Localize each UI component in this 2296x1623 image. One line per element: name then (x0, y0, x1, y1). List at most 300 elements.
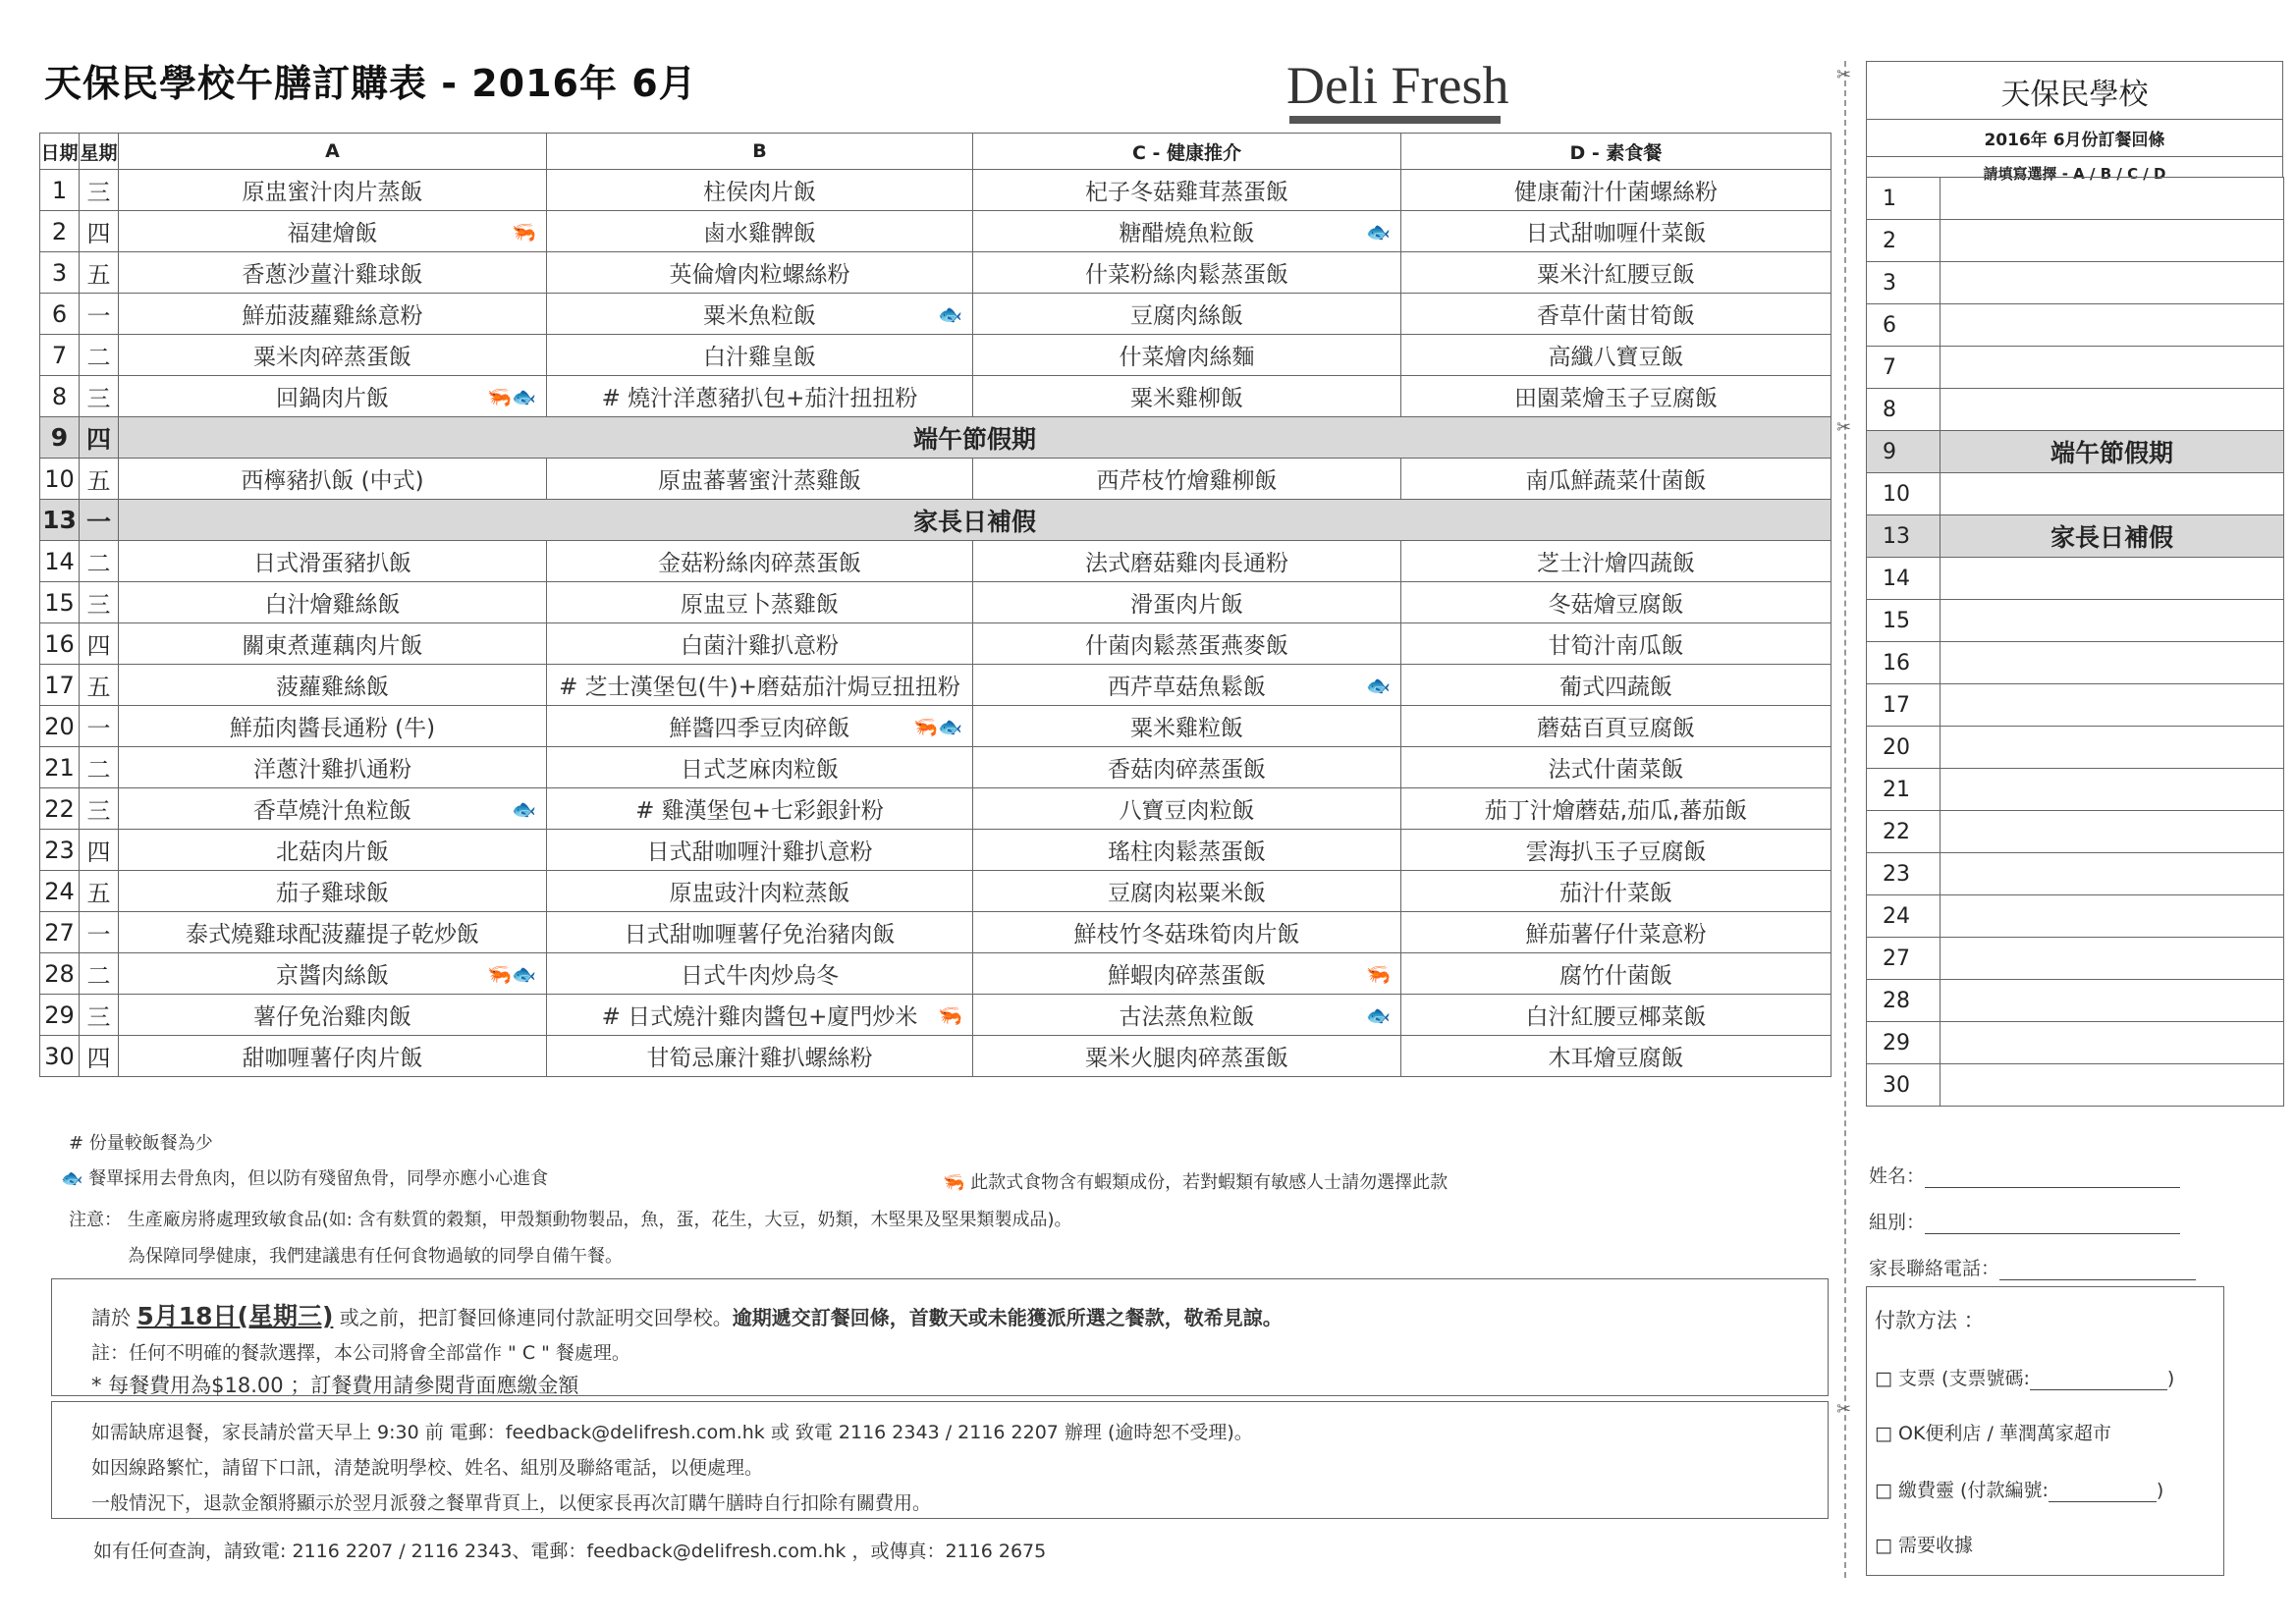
cell-b-text: 日式芝麻肉粒飯 (681, 757, 839, 783)
cell-weekday (80, 459, 119, 500)
slip-choice-input[interactable] (1941, 473, 2284, 515)
cell-weekday (80, 953, 119, 995)
cell-a (119, 995, 547, 1036)
menu-table (39, 133, 1831, 1077)
cell-a-text: 甜咖喱薯仔肉片飯 (242, 1046, 423, 1071)
slip-day: 7 (1867, 347, 1941, 389)
cell-date-text: 6 (51, 299, 68, 328)
cell-d (1401, 335, 1831, 376)
cell-d (1401, 788, 1831, 830)
cell-a (119, 953, 547, 995)
cell-b-text: # 燒汁洋蔥豬扒包+茄汁扭扭粉 (601, 386, 918, 411)
cell-a-text: 鮮茄肉醬長通粉 (牛) (229, 716, 436, 741)
cell-a-text: 白汁燴雞絲飯 (264, 592, 401, 618)
menu-row (40, 830, 1831, 871)
cell-b (547, 170, 973, 211)
cell-a (119, 335, 547, 376)
payment-receipt[interactable]: □ 需要收據 (1875, 1535, 1973, 1556)
allergen-icon: 🐟 (1366, 1002, 1391, 1027)
cell-date-text: 13 (42, 506, 77, 534)
deadline-date: 5月18日(星期三) (137, 1302, 334, 1330)
slip-row (1867, 727, 2284, 769)
cell-a (119, 211, 547, 252)
cell-date (40, 995, 80, 1036)
cell-c-text: 粟米雞粒飯 (1130, 716, 1243, 741)
cell-a-text: 北菇肉片飯 (276, 839, 389, 865)
cell-a (119, 459, 547, 500)
cell-d-text: 南瓜鮮蔬菜什菌飯 (1525, 468, 1707, 494)
note-fish (61, 1164, 548, 1190)
slip-day: 2 (1867, 220, 1941, 262)
cell-b (547, 665, 973, 706)
cell-c (973, 912, 1401, 953)
cell-weekday (80, 582, 119, 623)
cell-a-text: 鮮茄菠蘿雞絲意粉 (242, 303, 423, 329)
name-label: 姓名： (1869, 1165, 1926, 1187)
cell-d-text: 木耳燴豆腐飯 (1548, 1046, 1684, 1071)
cell-b (547, 788, 973, 830)
cell-a-text: 福建燴飯 (287, 221, 378, 246)
cell-date-text: 3 (51, 258, 68, 287)
slip-choice-input[interactable] (1941, 600, 2284, 642)
menu-row (40, 541, 1831, 582)
slip-choice-input[interactable] (1941, 304, 2284, 347)
slip-row (1867, 684, 2284, 727)
cell-date (40, 953, 80, 995)
slip-row (1867, 600, 2284, 642)
cell-a (119, 294, 547, 335)
deadline-warning: 逾期遞交訂餐回條，首數天或未能獲派所選之餐款，敬希見諒。 (732, 1306, 1283, 1329)
cell-b (547, 871, 973, 912)
cell-c (973, 747, 1401, 788)
menu-row (40, 912, 1831, 953)
cell-a (119, 252, 547, 294)
slip-day: 24 (1867, 895, 1941, 938)
slip-header (1866, 61, 2283, 183)
slip-day: 9 (1867, 431, 1941, 473)
menu-row (40, 1036, 1831, 1077)
menu-row (40, 417, 1831, 459)
deadline-pre: 請於 (91, 1306, 131, 1329)
cell-a (119, 582, 547, 623)
scissors-icon: ✂ (1836, 417, 1852, 438)
slip-holiday: 端午節假期 (1941, 431, 2284, 473)
cell-d-text: 鮮茄薯仔什菜意粉 (1525, 922, 1707, 947)
cell-weekday-text: 四 (85, 424, 111, 454)
deadline-post: 或之前，把訂餐回條連同付款証明交回學校。 (339, 1306, 733, 1329)
refund-line-3: 一般情況下，退款金額將顯示於翌月派發之餐單背頁上，以便家長再次訂購午膳時自行扣除有關費用。 (91, 1492, 932, 1514)
cell-b (547, 912, 973, 953)
cell-a (119, 788, 547, 830)
cell-weekday-text: 三 (86, 179, 111, 206)
cell-a (119, 665, 547, 706)
slip-day: 21 (1867, 769, 1941, 811)
cell-d (1401, 912, 1831, 953)
cell-weekday (80, 335, 119, 376)
cell-a-text: 粟米肉碎蒸蛋飯 (253, 345, 411, 370)
slip-choice-input[interactable] (1941, 389, 2284, 431)
slip-day: 29 (1867, 1022, 1941, 1064)
allergen-icon: 🐟 (938, 301, 962, 326)
slip-choice-input[interactable] (1941, 811, 2284, 853)
cell-d (1401, 995, 1831, 1036)
cell-c (973, 1036, 1401, 1077)
cell-weekday (80, 995, 119, 1036)
cell-b-text: 原盅豉汁肉粒蒸飯 (669, 881, 850, 906)
menu-row (40, 252, 1831, 294)
cell-c-text: 滑蛋肉片飯 (1130, 592, 1243, 618)
col-header-c: C - 健康推介 (973, 134, 1401, 170)
cell-d (1401, 623, 1831, 665)
cell-weekday (80, 706, 119, 747)
cell-d (1401, 747, 1831, 788)
payment-ppsg-label: □ 繳費靈 (付款編號: (1875, 1480, 2049, 1501)
cell-c (973, 665, 1401, 706)
scissors-icon: ✂ (1836, 65, 1852, 85)
cell-holiday (119, 500, 1831, 541)
slip-choice-input[interactable] (1941, 262, 2284, 304)
cell-b-text: # 雞漢堡包+七彩銀針粉 (635, 798, 884, 824)
slip-choice-input[interactable] (1941, 895, 2284, 938)
cell-weekday-text: 四 (86, 1045, 111, 1072)
cell-weekday (80, 252, 119, 294)
cell-b-text: 原盅蕃薯蜜汁蒸雞飯 (658, 468, 861, 494)
cell-weekday (80, 788, 119, 830)
cell-d (1401, 953, 1831, 995)
slip-day: 16 (1867, 642, 1941, 684)
cell-weekday-text: 五 (86, 674, 111, 701)
brand-underline (1289, 116, 1501, 124)
payment-store[interactable]: □ OK便利店 / 華潤萬家超市 (1875, 1423, 2111, 1444)
note-shrimp-text: 此款式食物含有蝦類成份，若對蝦類有敏感人士請勿選擇此款 (970, 1172, 1449, 1193)
slip-choice-input[interactable] (1941, 853, 2284, 895)
cell-d-text: 雲海扒玉子豆腐飯 (1525, 839, 1707, 865)
slip-row (1867, 1064, 2284, 1107)
cell-c (973, 953, 1401, 995)
cell-d-text: 腐竹什菌飯 (1559, 963, 1672, 989)
slip-day: 13 (1867, 515, 1941, 558)
slip-day: 3 (1867, 262, 1941, 304)
shrimp-icon: 🦐 (943, 1172, 965, 1193)
note-fish-text: 餐單採用去骨魚肉，但以防有殘留魚骨，同學亦應小心進食 (88, 1168, 549, 1189)
cell-holiday-text: 家長日補假 (912, 507, 1036, 536)
cell-date-text: 28 (44, 959, 75, 988)
cell-a-text: 京醬肉絲飯 (276, 963, 389, 989)
cell-weekday (80, 500, 119, 541)
cell-weekday-text: 二 (86, 756, 111, 784)
cell-b-text: 白汁雞皇飯 (703, 345, 816, 370)
cell-date (40, 623, 80, 665)
menu-row (40, 582, 1831, 623)
cell-c-text: 豆腐肉絲飯 (1130, 303, 1243, 329)
cell-a-text: 香蔥沙薑汁雞球飯 (242, 262, 423, 288)
cell-a (119, 871, 547, 912)
cell-date-text: 24 (44, 877, 75, 905)
slip-row (1867, 642, 2284, 684)
cell-a (119, 623, 547, 665)
cell-a (119, 912, 547, 953)
cell-weekday (80, 747, 119, 788)
cell-c-text: 西芹草菇魚鬆飯 (1108, 675, 1266, 700)
cell-a-text: 關東煮蓮藕肉片飯 (242, 633, 423, 659)
cell-b (547, 376, 973, 417)
cell-weekday (80, 294, 119, 335)
cell-d (1401, 541, 1831, 582)
cell-date-text: 22 (44, 794, 75, 823)
slip-row (1867, 811, 2284, 853)
slip-row (1867, 769, 2284, 811)
allergen-icon: 🦐🐟 (913, 714, 962, 738)
cell-d (1401, 170, 1831, 211)
cell-weekday-text: 五 (86, 261, 111, 289)
cell-a (119, 376, 547, 417)
allergen-icon: 🐟 (512, 796, 536, 821)
cell-date (40, 294, 80, 335)
cell-b-text: 日式甜咖喱薯仔免治豬肉飯 (624, 922, 896, 947)
cell-date (40, 376, 80, 417)
cell-d-text: 香草什菌甘筍飯 (1537, 303, 1695, 329)
cell-d-text: 芝士汁燴四蔬飯 (1537, 551, 1695, 576)
payment-ppsg[interactable]: □ 繳費靈 (付款編號: ) (1875, 1480, 2164, 1501)
slip-day: 20 (1867, 727, 1941, 769)
cell-d (1401, 830, 1831, 871)
cell-date (40, 788, 80, 830)
cell-c-text: 杞子冬菇雞茸蒸蛋飯 (1085, 180, 1288, 205)
menu-row (40, 376, 1831, 417)
cell-weekday-text: 一 (86, 715, 111, 742)
allergen-icon: 🦐 (938, 1002, 962, 1027)
cell-date (40, 582, 80, 623)
cell-d (1401, 1036, 1831, 1077)
brand-logo: Deli Fresh (1286, 56, 1509, 115)
cell-weekday (80, 541, 119, 582)
menu-row (40, 788, 1831, 830)
cut-line (1844, 61, 1846, 1578)
cell-b (547, 541, 973, 582)
cell-c-text: 糖醋燒魚粒飯 (1119, 221, 1255, 246)
cell-c (973, 788, 1401, 830)
slip-choice-input[interactable] (1941, 642, 2284, 684)
cell-d-text: 田園菜燴玉子豆腐飯 (1514, 386, 1718, 411)
cell-d (1401, 376, 1831, 417)
cell-weekday-text: 一 (86, 302, 111, 330)
cell-d (1401, 294, 1831, 335)
cell-a-text: 菠蘿雞絲飯 (276, 675, 389, 700)
cell-c-text: 古法蒸魚粒飯 (1119, 1004, 1255, 1030)
col-header-b: B (547, 134, 973, 170)
scissors-icon: ✂ (1836, 1399, 1852, 1420)
cell-d-text: 法式什菌菜飯 (1548, 757, 1684, 783)
col-header-weekday: 星期 (80, 134, 119, 170)
allergen-icon: 🦐 (1366, 961, 1391, 986)
phone-label: 家長聯絡電話： (1869, 1258, 2000, 1279)
note-allergen: 注意： 生產廠房將處理致敏食品(如: 含有麩質的穀類，甲殼類動物製品，魚，蛋，花生，大豆，奶類，木堅果及堅果類製成品)。 (69, 1210, 1072, 1230)
cell-a-text: 茄子雞球飯 (276, 881, 389, 906)
cell-weekday (80, 871, 119, 912)
cell-c (973, 335, 1401, 376)
cell-date (40, 665, 80, 706)
slip-row (1867, 853, 2284, 895)
cell-date (40, 541, 80, 582)
cell-weekday (80, 665, 119, 706)
cell-weekday (80, 912, 119, 953)
cell-date-text: 29 (44, 1001, 75, 1029)
cell-b-text: 日式牛肉炒烏冬 (681, 963, 839, 989)
cell-date (40, 706, 80, 747)
cell-d-text: 茄丁汁燴蘑菇,茄瓜,蕃茄飯 (1484, 798, 1748, 824)
refund-box (51, 1401, 1829, 1519)
cell-date-text: 17 (44, 671, 75, 699)
cell-date-text: 16 (44, 629, 75, 658)
allergen-icon: 🦐🐟 (487, 384, 536, 408)
cell-c-text: 鮮蝦肉碎蒸蛋飯 (1108, 963, 1266, 989)
cell-weekday (80, 623, 119, 665)
menu-row (40, 211, 1831, 252)
cell-date-text: 2 (51, 217, 68, 245)
menu-row (40, 459, 1831, 500)
menu-row (40, 995, 1831, 1036)
slip-table (1866, 177, 2284, 1107)
cell-b (547, 953, 973, 995)
slip-row (1867, 558, 2284, 600)
cell-c (973, 252, 1401, 294)
cell-date-text: 9 (50, 423, 69, 452)
menu-row (40, 706, 1831, 747)
cell-date (40, 170, 80, 211)
menu-row (40, 953, 1831, 995)
slip-choice-input[interactable] (1941, 938, 2284, 980)
cell-d-text: 粟米汁紅腰豆飯 (1537, 262, 1695, 288)
cell-a-text: 薯仔免治雞肉飯 (253, 1004, 411, 1030)
cell-c (973, 871, 1401, 912)
slip-choice-input[interactable] (1941, 1064, 2284, 1107)
slip-choice-input[interactable] (1941, 347, 2284, 389)
cell-c (973, 830, 1401, 871)
payment-cheque[interactable]: □ 支票 (支票號碼: ) (1875, 1368, 2175, 1389)
cell-d-text: 葡式四蔬飯 (1559, 675, 1672, 700)
cell-c (973, 623, 1401, 665)
cell-weekday-text: 二 (86, 550, 111, 577)
cell-holiday (119, 417, 1831, 459)
cell-a-text: 原盅蜜汁肉片蒸飯 (242, 180, 423, 205)
cell-b-text: # 芝士漢堡包(牛)+磨菇茄汁焗豆扭扭粉 (559, 675, 960, 700)
cell-c (973, 541, 1401, 582)
cell-b-text: # 日式燒汁雞肉醬包+廈門炒米 (601, 1004, 918, 1030)
cell-c-text: 什菜燴肉絲麵 (1119, 345, 1255, 370)
cell-weekday (80, 376, 119, 417)
cell-weekday-text: 一 (85, 507, 111, 536)
cell-weekday-text: 四 (86, 839, 111, 866)
payment-box (1866, 1286, 2224, 1576)
cell-d-text: 高纖八寶豆飯 (1548, 345, 1684, 370)
slip-row (1867, 178, 2284, 220)
col-header-date: 日期 (40, 134, 80, 170)
deadline-note: 註：任何不明確的餐款選擇，本公司將會全部當作 " C " 餐處理。 (91, 1342, 630, 1364)
slip-row (1867, 389, 2284, 431)
cell-b (547, 747, 973, 788)
menu-row (40, 665, 1831, 706)
allergen-icon: 🐟 (1366, 219, 1391, 243)
cell-b (547, 1036, 973, 1077)
cell-b-text: 英倫燴肉粒螺絲粉 (669, 262, 850, 288)
menu-row (40, 335, 1831, 376)
cell-c-text: 香菇肉碎蒸蛋飯 (1108, 757, 1266, 783)
slip-day: 10 (1867, 473, 1941, 515)
cell-b (547, 459, 973, 500)
slip-day: 15 (1867, 600, 1941, 642)
cell-weekday (80, 830, 119, 871)
refund-line-2: 如因線路繁忙，請留下口訊，清楚說明學校、姓名、組別及聯絡電話，以便處理。 (91, 1457, 764, 1479)
cell-b (547, 623, 973, 665)
group-field[interactable] (1869, 1208, 2180, 1234)
cell-b-text: 粟米魚粒飯 (703, 303, 816, 329)
slip-day: 14 (1867, 558, 1941, 600)
slip-choice-input[interactable] (1941, 769, 2284, 811)
cell-date-text: 21 (44, 753, 75, 782)
cell-d (1401, 211, 1831, 252)
cell-a-text: 泰式燒雞球配菠蘿提子乾炒飯 (186, 922, 479, 947)
cell-date (40, 1036, 80, 1077)
slip-day: 27 (1867, 938, 1941, 980)
cell-c (973, 170, 1401, 211)
payment-cheque-label: □ 支票 (支票號碼: (1875, 1368, 2030, 1389)
cell-b (547, 582, 973, 623)
cell-d-text: 茄汁什菜飯 (1559, 881, 1672, 906)
cell-d-text: 蘑菇百頁豆腐飯 (1537, 716, 1695, 741)
cell-d-text: 健康葡汁什菌螺絲粉 (1514, 180, 1718, 205)
cell-c (973, 211, 1401, 252)
cell-d (1401, 665, 1831, 706)
name-field[interactable] (1869, 1162, 2180, 1188)
cell-weekday (80, 417, 119, 459)
slip-row (1867, 938, 2284, 980)
menu-row (40, 170, 1831, 211)
cell-c-text: 八寶豆肉粒飯 (1119, 798, 1255, 824)
slip-row (1867, 1022, 2284, 1064)
slip-row (1867, 262, 2284, 304)
slip-holiday: 家長日補假 (1941, 515, 2284, 558)
slip-choice-input[interactable] (1941, 1022, 2284, 1064)
refund-line-1: 如需缺席退餐，家長請於當天早上 9:30 前 電郵：feedback@delifresh.com.hk 或 致電 2116 2343 / 2116 2207 辦理 (逾時恕不受理)。 (91, 1422, 1253, 1443)
slip-row (1867, 431, 2284, 473)
cell-a (119, 830, 547, 871)
cell-b-text: 原盅豆卜蒸雞飯 (681, 592, 839, 618)
cell-c-text: 鮮枝竹冬菇珠筍肉片飯 (1073, 922, 1300, 947)
cell-date (40, 871, 80, 912)
slip-choice-input[interactable] (1941, 178, 2284, 220)
allergen-icon: 🐟 (1366, 673, 1391, 697)
slip-day: 17 (1867, 684, 1941, 727)
col-header-a: A (119, 134, 547, 170)
cell-c-text: 法式磨菇雞肉長通粉 (1085, 551, 1288, 576)
cell-weekday (80, 211, 119, 252)
cell-date-text: 14 (44, 547, 75, 575)
slip-choice-input[interactable] (1941, 727, 2284, 769)
phone-field[interactable] (1869, 1254, 2196, 1280)
slip-day: 22 (1867, 811, 1941, 853)
cell-weekday-text: 四 (86, 632, 111, 660)
cell-b (547, 211, 973, 252)
slip-choice-input[interactable] (1941, 558, 2284, 600)
deadline-line (91, 1297, 1283, 1332)
slip-choice-input[interactable] (1941, 684, 2284, 727)
cell-c-text: 什菜粉絲肉鬆蒸蛋飯 (1085, 262, 1288, 288)
cell-date (40, 747, 80, 788)
cell-c (973, 706, 1401, 747)
cell-d (1401, 459, 1831, 500)
slip-choice-input[interactable] (1941, 980, 2284, 1022)
slip-choice-input[interactable] (1941, 220, 2284, 262)
